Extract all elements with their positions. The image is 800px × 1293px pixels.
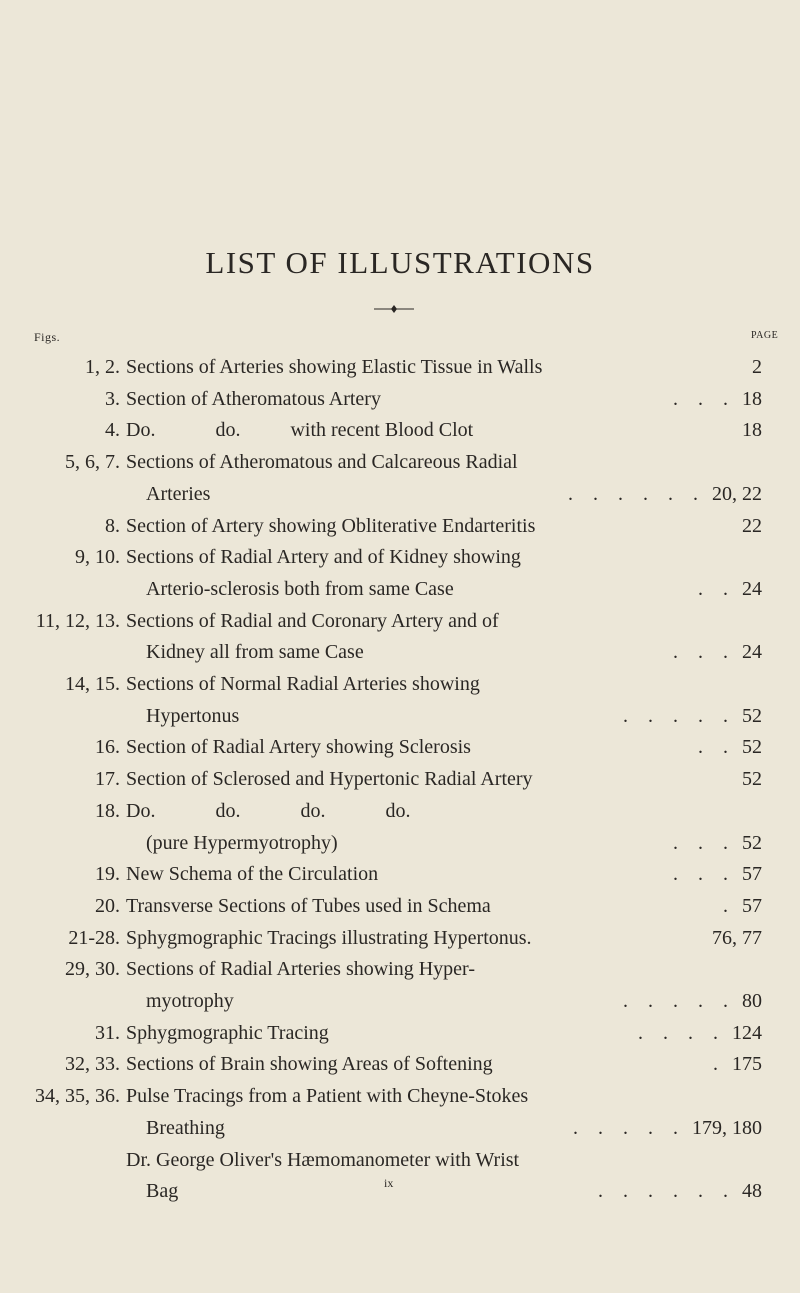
entry-title: myotrophy [146,990,234,1012]
list-item [0,764,800,794]
list-item [0,828,800,858]
entry-title: Section of Radial Artery showing Sclerosis [126,736,471,759]
leader-dots: . . . . . [623,990,728,1012]
page-reference: 22 [742,514,762,537]
figure-number: 5, 6, 7. [65,451,120,474]
page-reference: 76, 77 [712,926,762,949]
list-item [0,923,800,953]
list-item [0,415,800,445]
entry-title: (pure Hypermyotrophy) [146,831,338,854]
leader-dots: . . . . . [623,704,728,727]
figure-number: 3. [105,387,120,410]
figure-number: 1, 2. [85,356,120,378]
page-reference: 48 [742,1180,762,1203]
leader-dots: . . . [673,831,728,854]
entry-title: Breathing [146,1116,225,1139]
entry-title: Dr. George Oliver's Hæmomanometer with Wrist [126,1148,520,1171]
entry-title: Section of Sclerosed and Hypertonic Radial Artery [126,768,533,791]
figure-number: 31. [95,1021,120,1044]
page-reference: 57 [742,894,762,917]
leader-dots: . . . . . [573,1116,678,1139]
list-item [0,479,800,509]
figure-number: 34, 35, 36. [35,1085,120,1108]
leader-dots: . . . [673,387,728,410]
leader-dots: . . . [673,641,728,664]
ornament-divider-icon [374,303,414,315]
leader-dots: . . . [673,863,728,886]
entry-title: Sphygmographic Tracings illustrating Hypertonus. [126,926,532,949]
figure-number: 11, 12, 13. [35,609,120,632]
page-reference: 124 [732,1021,762,1044]
entry-title: Sections of Brain showing Areas of Softening [126,1053,493,1076]
entry-title: Hypertonus [146,704,240,727]
figure-number: 14, 15. [65,673,120,695]
entry-title: Bag [146,1180,179,1203]
leader-dots: . [713,1053,718,1076]
page-reference: 20, 22 [712,482,762,505]
entry-title: Arteries [146,482,211,505]
list-item [0,1018,800,1048]
page-reference: 52 [742,704,762,727]
entry-title: Transverse Sections of Tubes used in Schema [126,894,491,917]
list-item [0,891,800,921]
list-item [0,511,800,541]
list-item [0,1113,800,1143]
page-column-header: PAGE [751,330,779,341]
entry-title: Section of Atheromatous Artery [126,387,381,410]
entry-title: Arterio-sclerosis both from same Case [146,577,454,600]
figure-number: 9, 10. [75,546,120,569]
list-item [0,859,800,889]
page-reference: 57 [742,863,762,886]
list-item [0,606,800,636]
figs-column-header: Figs. [34,330,61,344]
figure-number: 29, 30. [65,958,120,981]
list-item [0,637,800,667]
figure-number: 16. [95,736,120,759]
leader-dots: . . . . . . [598,1180,728,1203]
list-item [0,1176,800,1206]
list-item [0,447,800,477]
entry-title: Sections of Normal Radial Arteries showing [126,673,480,695]
list-item [0,352,800,382]
page-reference: 175 [732,1053,762,1076]
page-reference: 80 [742,990,762,1012]
page-reference: 179, 180 [692,1116,762,1139]
page-reference: 52 [742,768,762,791]
page-reference: 52 [742,831,762,854]
figure-number: 4. [105,419,120,442]
leader-dots: . . [698,736,728,759]
entry-title: Pulse Tracings from a Patient with Cheyne-Stokes [126,1085,529,1108]
figure-number: 20. [95,894,120,917]
figure-number: 21-28. [68,926,120,949]
list-item [0,384,800,414]
list-item [0,796,800,826]
figure-number: 18. [95,799,120,822]
page-reference: 52 [742,736,762,759]
entry-title: Sections of Atheromatous and Calcareous Radial [126,451,518,474]
list-item [0,986,800,1016]
entry-title: Sphygmographic Tracing [126,1021,329,1044]
leader-dots: . . [698,577,728,600]
list-item [0,732,800,762]
entry-title: Sections of Radial and Coronary Artery and of [126,609,499,632]
entry-title: New Schema of the Circulation [126,863,379,886]
list-item [0,1081,800,1111]
page-number: ix [384,1176,394,1190]
page-reference: 24 [742,641,762,664]
entry-title: Section of Artery showing Obliterative Endarteritis [126,514,536,537]
page-reference: 2 [752,356,762,378]
list-item [0,954,800,984]
list-item [0,574,800,604]
page-reference: 18 [742,419,762,442]
entry-title: Kidney all from same Case [146,641,364,664]
figure-number: 19. [95,863,120,886]
figure-number: 8. [105,514,120,537]
page-reference: 24 [742,577,762,600]
leader-dots: . . . . [638,1021,718,1044]
list-item [0,1145,800,1175]
list-item [0,669,800,699]
page-reference: 18 [742,387,762,410]
leader-dots: . . . . . . [568,482,698,505]
figure-number: 17. [95,768,120,791]
entry-title: Do. do. with recent Blood Clot [126,419,474,442]
list-item [0,1049,800,1079]
leader-dots: . [723,894,728,917]
page-title: LIST OF ILLUSTRATIONS [205,245,595,280]
list-item [0,542,800,572]
entry-title: Do. do. do. do. [126,799,411,822]
entry-title: Sections of Radial Arteries showing Hyper- [126,958,475,981]
list-item [0,701,800,731]
entry-title: Sections of Radial Artery and of Kidney showing [126,546,521,569]
figure-number: 32, 33. [65,1053,120,1076]
entry-title: Sections of Arteries showing Elastic Tissue in Walls [126,356,543,378]
